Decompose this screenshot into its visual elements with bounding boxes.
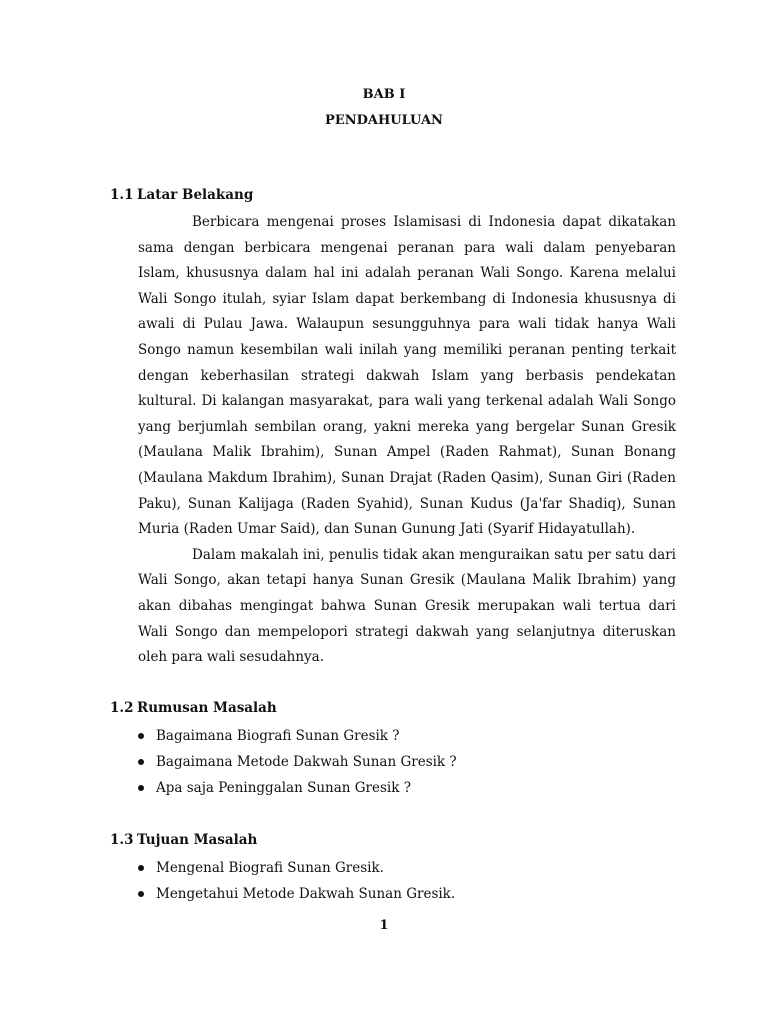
list-item-text: Apa saja Peninggalan Sunan Gresik ? (156, 780, 411, 796)
list-item (138, 723, 676, 749)
paragraph: Berbicara mengenai proses Islamisasi di Indonesia dapat dikatakan sama dengan berbicara mengenai peranan para wali dalam penyebaran Islam, khususnya dalam hal ini adalah peranan Wali Songo. Karena melalui Wali Songo itulah, syiar Islam dapat berkembang di Indonesia khususnya di awali di Pulau Jawa. Walaupun sesungguhnya para wali tidak hanya Wali Songo namun kesembilan wali inilah yang memiliki peranan penting terkait dengan keberhasilan strategi dakwah Islam yang berbasis pendekatan kultural. Di kalangan masyarakat, para wali yang terkenal adalah Wali Songo yang berjumlah sembilan orang, yakni mereka yang bergelar Sunan Gresik (Maulana Malik Ibrahim), Sunan Ampel (Raden Rahmat), Sunan Bonang (Maulana Makdum Ibrahim), Sunan Drajat (Raden Qasim), Sunan Giri (Raden Paku), Sunan Kalijaga (Raden Syahid), Sunan Kudus (Ja'far Shadiq), Sunan Muria (Raden Umar Said), dan Sunan Gunung Jati (Syarif Hidayatullah). (138, 214, 676, 538)
section-title: Rumusan Masalah (137, 700, 277, 716)
bullet-icon (138, 785, 144, 791)
section-heading-tujuan-masalah (110, 832, 257, 848)
section-heading-rumusan-masalah (110, 700, 277, 716)
list-item (138, 749, 676, 775)
bullet-icon (138, 891, 144, 897)
list-item-text: Bagaimana Metode Dakwah Sunan Gresik ? (156, 754, 457, 770)
section-number: 1.2 (110, 700, 134, 716)
paragraph: Dalam makalah ini, penulis tidak akan menguraikan satu per satu dari Wali Songo, akan tetapi hanya Sunan Gresik (Maulana Malik Ibrahim) yang akan dibahas mengingat bahwa Sunan Gresik merupakan wali tertua dari Wali Songo dan mempelopori strategi dakwah yang selanjutnya diteruskan oleh para wali sesudahnya. (138, 546, 676, 666)
list-item-text: Mengetahui Metode Dakwah Sunan Gresik. (156, 886, 456, 902)
chapter-number: BAB I (362, 87, 406, 102)
section-body-latar-belakang (138, 210, 676, 671)
list-item (138, 855, 676, 881)
section-heading-latar-belakang (110, 187, 253, 203)
section-title: Tujuan Masalah (137, 832, 258, 848)
tujuan-masalah-list (138, 855, 676, 907)
list-item (138, 775, 676, 801)
section-title: Latar Belakang (137, 187, 254, 203)
section-number: 1.3 (110, 832, 134, 848)
rumusan-masalah-list (138, 723, 676, 801)
bullet-icon (138, 865, 144, 871)
page-number: 1 (379, 918, 389, 933)
list-item-text: Bagaimana Biografi Sunan Gresik ? (156, 728, 400, 744)
section-number: 1.1 (110, 187, 134, 203)
bullet-icon (138, 759, 144, 765)
bullet-icon (138, 733, 144, 739)
list-item (138, 881, 676, 907)
list-item-text: Mengenal Biografi Sunan Gresik. (156, 860, 384, 876)
chapter-title: PENDAHULUAN (325, 113, 443, 128)
